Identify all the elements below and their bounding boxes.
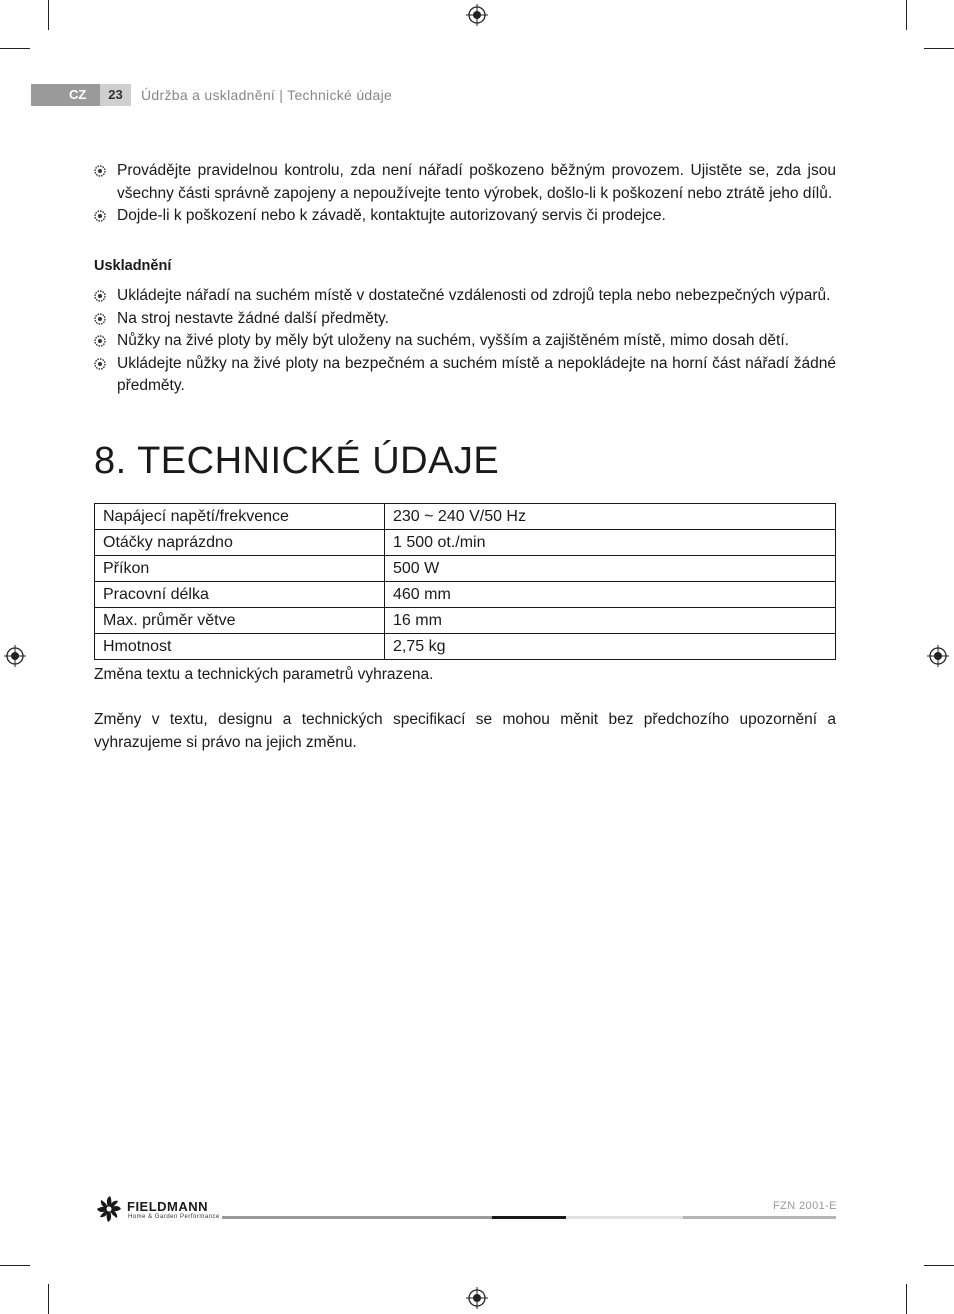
spec-value: 2,75 kg bbox=[385, 633, 836, 659]
list-item bbox=[94, 205, 836, 228]
list-item bbox=[94, 160, 836, 205]
header-tab bbox=[31, 84, 131, 106]
table-row bbox=[95, 607, 836, 633]
page-number: 23 bbox=[100, 84, 131, 106]
brand-name: FIELDMANN bbox=[127, 1199, 209, 1214]
spec-label: Max. průměr větve bbox=[95, 607, 385, 633]
spec-value: 500 W bbox=[385, 555, 836, 581]
spec-value: 16 mm bbox=[385, 607, 836, 633]
fieldmann-fan-logo-icon bbox=[94, 1194, 124, 1224]
disclaimer: Změny v textu, designu a technických specifikací se mohou měnit bez předchozího upozornění a vyhrazujeme si právo na jejich změnu. bbox=[94, 711, 836, 751]
spec-note: Změna textu a technických parametrů vyhrazena. bbox=[94, 665, 434, 683]
flower-bullet-icon bbox=[94, 358, 106, 370]
registration-mark-icon bbox=[466, 1287, 488, 1309]
list-item bbox=[94, 353, 836, 398]
page-content bbox=[94, 160, 836, 754]
flower-bullet-icon bbox=[94, 313, 106, 325]
spec-label: Hmotnost bbox=[95, 633, 385, 659]
section-title: 8. TECHNICKÉ ÚDAJE bbox=[94, 439, 500, 482]
list-item bbox=[94, 330, 836, 353]
brand-tagline: Home & Garden Performance bbox=[128, 1214, 220, 1220]
spec-table bbox=[94, 503, 836, 660]
list-item-text: Dojde-li k poškození nebo k závadě, kontaktujte autorizovaný servis či prodejce. bbox=[117, 207, 666, 224]
flower-bullet-icon bbox=[94, 165, 106, 177]
flower-bullet-icon bbox=[94, 290, 106, 302]
list-item bbox=[94, 285, 836, 308]
footer-rule bbox=[222, 1216, 492, 1219]
spec-label: Otáčky naprázdno bbox=[95, 529, 385, 555]
storage-heading: Uskladnění bbox=[94, 257, 172, 274]
model-number: FZN 2001-E bbox=[773, 1200, 837, 1212]
footer-rule bbox=[492, 1216, 566, 1219]
crop-mark bbox=[906, 0, 907, 30]
spec-label: Napájecí napětí/frekvence bbox=[95, 503, 385, 529]
spec-label: Pracovní délka bbox=[95, 581, 385, 607]
footer-rule bbox=[566, 1216, 683, 1219]
flower-bullet-icon bbox=[94, 210, 106, 222]
registration-mark-icon bbox=[466, 4, 488, 26]
registration-mark-icon bbox=[927, 645, 949, 667]
list-item-text: Na stroj nestavte žádné další předměty. bbox=[117, 309, 389, 327]
crop-mark bbox=[924, 1265, 954, 1266]
spec-value: 230 ~ 240 V/50 Hz bbox=[385, 503, 836, 529]
table-row bbox=[95, 555, 836, 581]
maintenance-list bbox=[94, 160, 836, 228]
crop-mark bbox=[48, 0, 49, 30]
list-item bbox=[94, 308, 836, 331]
header-title: Údržba a uskladnění | Technické údaje bbox=[141, 87, 393, 103]
table-row bbox=[95, 633, 836, 659]
crop-mark bbox=[906, 1284, 907, 1314]
language-code: CZ bbox=[69, 87, 87, 102]
flower-bullet-icon bbox=[94, 335, 106, 347]
list-item-text: Ukládejte nůžky na živé ploty na bezpečném a suchém místě a nepokládejte na horní část nářadí žádné předměty. bbox=[117, 354, 836, 394]
list-item-text: Provádějte pravidelnou kontrolu, zda není nářadí poškozeno běžným provozem. Ujistěte se, zda jsou všechny části správně zapojeny a nepoužívejte tento výrobek, došlo-li k poškození nebo ztrátě jeho dílů. bbox=[117, 162, 836, 202]
table-row bbox=[95, 503, 836, 529]
crop-mark bbox=[0, 1265, 30, 1266]
storage-list bbox=[94, 285, 836, 398]
crop-mark bbox=[48, 1284, 49, 1314]
footer-rule bbox=[683, 1216, 836, 1219]
registration-mark-icon bbox=[4, 645, 26, 667]
crop-mark bbox=[924, 48, 954, 49]
spec-value: 1 500 ot./min bbox=[385, 529, 836, 555]
table-row bbox=[95, 529, 836, 555]
table-row bbox=[95, 581, 836, 607]
list-item-text: Ukládejte nářadí na suchém místě v dostatečné vzdálenosti od zdrojů tepla nebo nebezpečných výparů. bbox=[117, 287, 831, 304]
spec-label: Příkon bbox=[95, 555, 385, 581]
spec-value: 460 mm bbox=[385, 581, 836, 607]
crop-mark bbox=[0, 48, 30, 49]
list-item-text: Nůžky na živé ploty by měly být uloženy na suchém, vyšším a zajištěném místě, mimo dosah dětí. bbox=[117, 332, 789, 349]
